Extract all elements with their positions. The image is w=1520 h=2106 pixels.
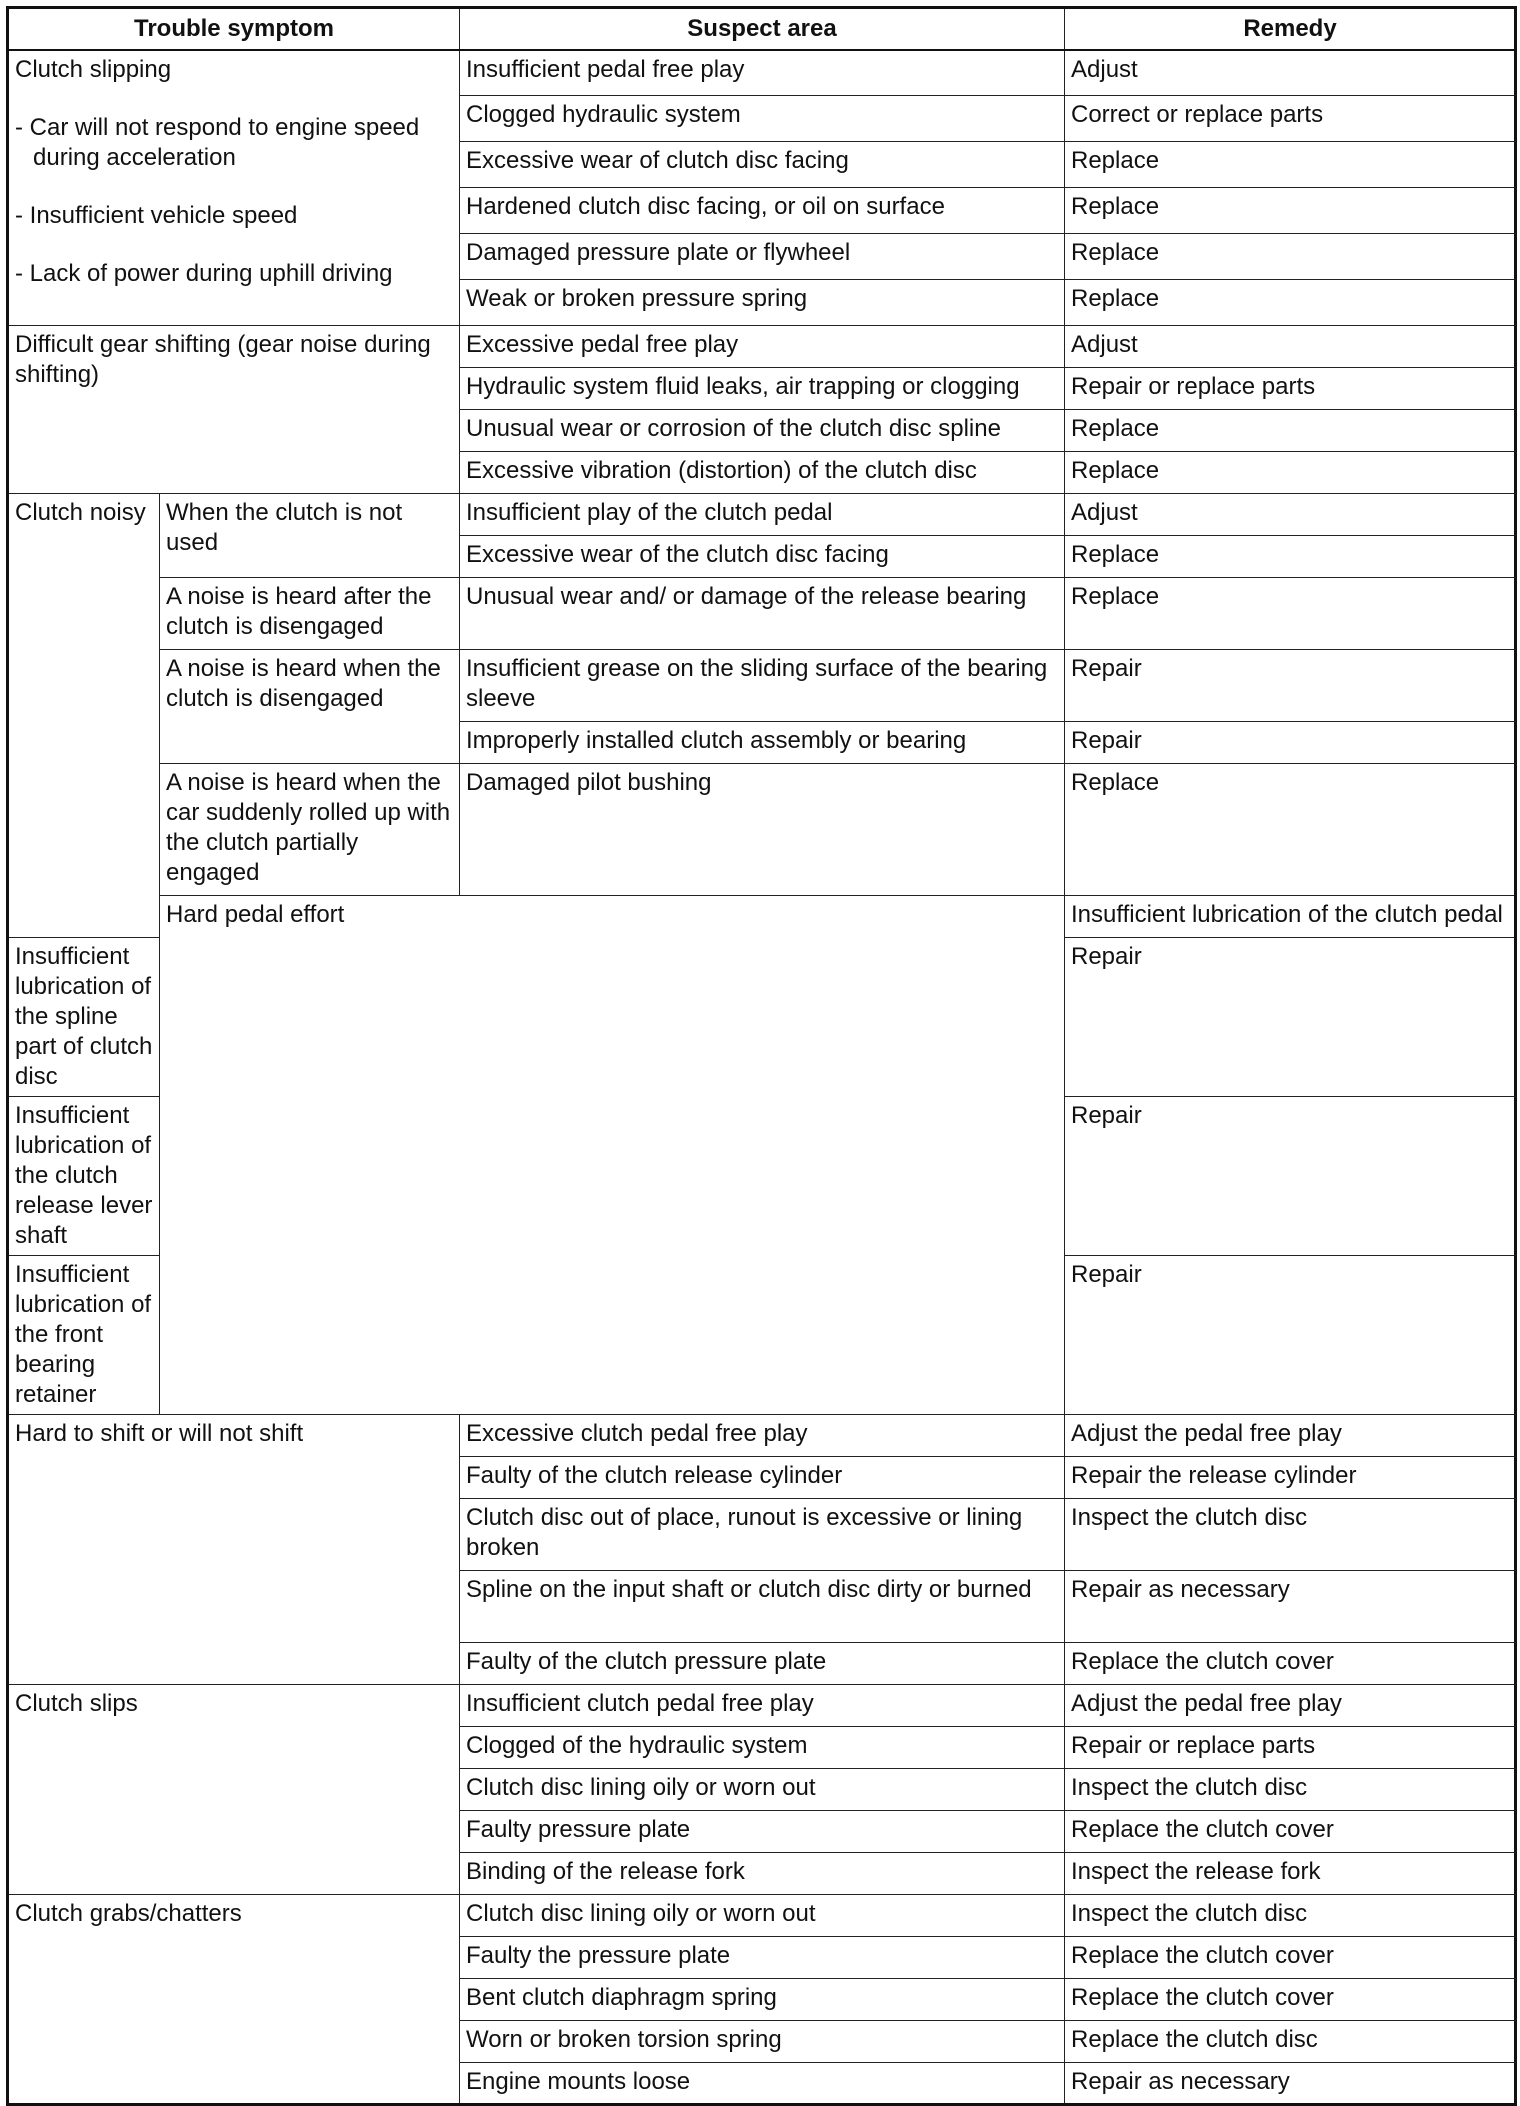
symptom-detail: - Lack of power during uphill driving [15,259,393,287]
sub-symptom-cell: When the clutch is not used [160,494,460,578]
remedy-cell: Replace the clutch cover [1065,1643,1516,1685]
remedy-cell: Replace [1065,452,1516,494]
remedy-cell: Replace the clutch disc [1065,2021,1516,2063]
suspect-cell: Insufficient clutch pedal free play [460,1685,1065,1727]
suspect-cell: Clutch disc out of place, runout is excessive or lining broken [460,1499,1065,1571]
suspect-cell: Hydraulic system fluid leaks, air trapping or clogging [460,368,1065,410]
table-row [8,50,1516,96]
symptom-detail: - Insufficient vehicle speed [15,201,298,229]
suspect-cell: Improperly installed clutch assembly or bearing [460,722,1065,764]
table-row [8,578,1516,650]
remedy-cell: Replace the clutch cover [1065,1979,1516,2021]
symptom-cell: Clutch noisy [8,494,160,938]
table-row [8,1415,1516,1457]
suspect-cell: Unusual wear or corrosion of the clutch disc spline [460,410,1065,452]
suspect-cell: Engine mounts loose [460,2063,1065,2105]
symptom-cell: Difficult gear shifting (gear noise during shifting) [8,326,460,494]
suspect-cell: Excessive vibration (distortion) of the clutch disc [460,452,1065,494]
suspect-cell: Bent clutch diaphragm spring [460,1979,1065,2021]
suspect-cell: Insufficient pedal free play [460,50,1065,96]
suspect-cell: Excessive pedal free play [460,326,1065,368]
remedy-cell: Replace [1065,410,1516,452]
table-row [8,1895,1516,1937]
suspect-cell: Insufficient play of the clutch pedal [460,494,1065,536]
remedy-cell: Inspect the release fork [1065,1853,1516,1895]
header-row [8,8,1516,50]
sub-symptom-cell: A noise is heard when the clutch is disengaged [160,650,460,764]
suspect-cell: Clogged hydraulic system [460,96,1065,142]
header-suspect-area: Suspect area [460,8,1065,50]
symptom-cell: Clutch grabs/chatters [8,1895,460,2105]
remedy-cell: Repair [1065,938,1516,1097]
suspect-cell: Damaged pressure plate or flywheel [460,234,1065,280]
suspect-cell: Unusual wear and/ or damage of the release bearing [460,578,1065,650]
remedy-cell: Replace [1065,280,1516,326]
suspect-cell: Insufficient lubrication of the front bearing retainer [8,1256,160,1415]
table-row [8,326,1516,368]
suspect-cell: Excessive wear of clutch disc facing [460,142,1065,188]
suspect-cell: Excessive wear of the clutch disc facing [460,536,1065,578]
suspect-cell: Weak or broken pressure spring [460,280,1065,326]
table-row [8,650,1516,722]
remedy-cell: Repair [1065,722,1516,764]
suspect-cell: Insufficient lubrication of the spline part of clutch disc [8,938,160,1097]
remedy-cell: Adjust [1065,494,1516,536]
symptom-title: Clutch slipping [15,55,172,83]
suspect-cell: Faulty the pressure plate [460,1937,1065,1979]
remedy-cell: Repair or replace parts [1065,1727,1516,1769]
suspect-cell: Binding of the release fork [460,1853,1065,1895]
remedy-cell: Replace the clutch cover [1065,1937,1516,1979]
remedy-cell: Inspect the clutch disc [1065,1895,1516,1937]
remedy-cell: Inspect the clutch disc [1065,1769,1516,1811]
remedy-cell: Replace [1065,536,1516,578]
remedy-cell: Repair or replace parts [1065,368,1516,410]
remedy-cell: Replace [1065,188,1516,234]
table-row [8,764,1516,896]
table-row [8,896,1516,938]
header-trouble-symptom: Trouble symptom [8,8,460,50]
remedy-cell: Repair as necessary [1065,1571,1516,1643]
suspect-cell: Clutch disc lining oily or worn out [460,1895,1065,1937]
remedy-cell: Replace [1065,578,1516,650]
suspect-cell: Clutch disc lining oily or worn out [460,1769,1065,1811]
suspect-cell: Insufficient lubrication of the clutch pedal [1065,896,1516,938]
remedy-cell: Repair the release cylinder [1065,1457,1516,1499]
remedy-cell: Adjust the pedal free play [1065,1685,1516,1727]
suspect-cell: Insufficient grease on the sliding surface of the bearing sleeve [460,650,1065,722]
suspect-cell: Hardened clutch disc facing, or oil on surface [460,188,1065,234]
header-remedy: Remedy [1065,8,1516,50]
suspect-cell: Damaged pilot bushing [460,764,1065,896]
remedy-cell: Adjust [1065,326,1516,368]
symptom-cell: Hard to shift or will not shift [8,1415,460,1685]
remedy-cell: Replace [1065,764,1516,896]
table-row [8,494,1516,536]
remedy-cell: Adjust the pedal free play [1065,1415,1516,1457]
remedy-cell: Repair as necessary [1065,2063,1516,2105]
suspect-cell: Faulty pressure plate [460,1811,1065,1853]
remedy-cell: Correct or replace parts [1065,96,1516,142]
troubleshooting-table [6,6,1517,2106]
remedy-cell: Adjust [1065,50,1516,96]
suspect-cell: Faulty of the clutch release cylinder [460,1457,1065,1499]
remedy-cell: Repair [1065,650,1516,722]
remedy-cell: Replace [1065,142,1516,188]
remedy-cell: Repair [1065,1097,1516,1256]
symptom-detail: - Car will not respond to engine speed during acceleration [15,113,420,171]
sub-symptom-cell: A noise is heard when the car suddenly rolled up with the clutch partially engaged [160,764,460,896]
suspect-cell: Excessive clutch pedal free play [460,1415,1065,1457]
troubleshooting-document [6,6,1514,2106]
table-row [8,1685,1516,1727]
symptom-cell: Clutch slips [8,1685,460,1895]
remedy-cell: Inspect the clutch disc [1065,1499,1516,1571]
remedy-cell: Replace [1065,234,1516,280]
remedy-cell: Repair [1065,1256,1516,1415]
suspect-cell: Spline on the input shaft or clutch disc dirty or burned [460,1571,1065,1643]
suspect-cell: Insufficient lubrication of the clutch release lever shaft [8,1097,160,1256]
suspect-cell: Clogged of the hydraulic system [460,1727,1065,1769]
symptom-cell: Hard pedal effort [160,896,1065,1415]
suspect-cell: Worn or broken torsion spring [460,2021,1065,2063]
sub-symptom-cell: A noise is heard after the clutch is disengaged [160,578,460,650]
symptom-cell [8,50,460,326]
remedy-cell: Replace the clutch cover [1065,1811,1516,1853]
suspect-cell: Faulty of the clutch pressure plate [460,1643,1065,1685]
